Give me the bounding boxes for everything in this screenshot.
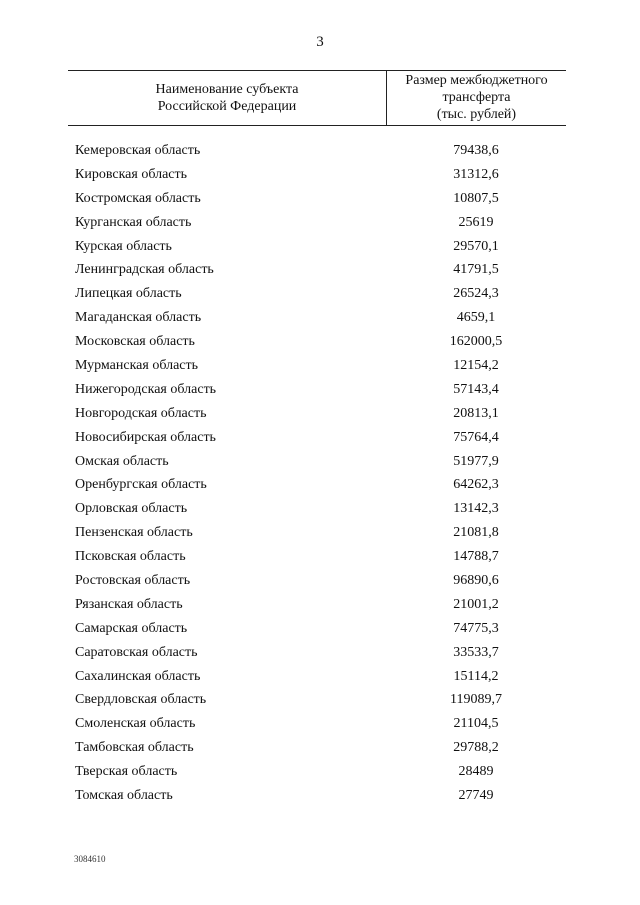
region-name-cell: Новосибирская область xyxy=(75,429,216,445)
table-row xyxy=(0,426,640,450)
region-name-cell: Свердловская область xyxy=(75,692,207,708)
table-row xyxy=(0,139,640,163)
page-number: 3 xyxy=(316,34,324,50)
region-name-cell: Ленинградская область xyxy=(75,262,214,278)
transfer-amount-cell: 26524,3 xyxy=(453,286,499,302)
transfer-amount-cell: 4659,1 xyxy=(456,310,496,326)
table-row xyxy=(0,712,640,736)
transfer-amount-cell: 29570,1 xyxy=(453,238,499,254)
column-header-region-name-line: Наименование субъекта xyxy=(155,82,299,97)
table-row xyxy=(0,784,640,808)
transfer-amount-cell: 51977,9 xyxy=(453,453,499,469)
region-name-cell: Псковская область xyxy=(75,549,186,565)
transfer-amount-cell: 14788,7 xyxy=(453,549,499,565)
region-name-cell: Кемеровская область xyxy=(75,143,201,158)
region-name-cell: Пензенская область xyxy=(75,525,193,541)
table-header xyxy=(68,70,566,126)
region-name-cell: Курганская область xyxy=(75,214,192,230)
table-row xyxy=(0,617,640,641)
transfer-amount-cell: 10807,5 xyxy=(453,190,499,206)
table-row xyxy=(0,641,640,665)
transfer-amount-cell: 20813,1 xyxy=(453,405,499,421)
transfer-amount-cell: 13142,3 xyxy=(453,501,499,517)
region-name-cell: Магаданская область xyxy=(75,310,202,326)
region-name-cell: Курская область xyxy=(75,238,172,254)
table-row xyxy=(0,354,640,378)
transfer-amount-cell: 28489 xyxy=(458,764,494,780)
transfer-amount-cell: 41791,5 xyxy=(453,262,499,278)
region-name-cell: Московская область xyxy=(75,334,195,350)
transfer-amount-cell: 119089,7 xyxy=(450,692,502,708)
column-header-region-name-line: Российской Федерации xyxy=(157,99,297,114)
table-row xyxy=(0,521,640,545)
table-row xyxy=(0,258,640,282)
table-row xyxy=(0,665,640,689)
region-name-cell: Томская область xyxy=(75,788,173,804)
region-name-cell: Тверская область xyxy=(75,764,178,780)
column-header-transfer-amount xyxy=(387,72,566,123)
table-row xyxy=(0,473,640,497)
column-header-transfer-amount-line: трансферта xyxy=(442,90,511,105)
region-name-cell: Омская область xyxy=(75,453,169,469)
region-name-cell: Смоленская область xyxy=(75,716,196,732)
table-row xyxy=(0,378,640,402)
transfer-amount-cell: 75764,4 xyxy=(453,429,499,445)
transfer-amount-cell: 21104,5 xyxy=(453,716,499,732)
region-name-cell: Новгородская область xyxy=(75,405,207,421)
transfer-amount-cell: 29788,2 xyxy=(453,740,499,756)
region-name-cell: Липецкая область xyxy=(75,286,182,302)
table-body xyxy=(0,139,640,808)
table-row xyxy=(0,688,640,712)
region-name-cell: Орловская область xyxy=(75,501,188,517)
column-header-transfer-amount-line: Размер межбюджетного xyxy=(405,73,548,88)
table-row xyxy=(0,450,640,474)
transfer-amount-cell: 21001,2 xyxy=(453,596,499,612)
table-row xyxy=(0,330,640,354)
transfer-amount-cell: 12154,2 xyxy=(453,358,499,374)
table-row xyxy=(0,593,640,617)
transfer-amount-cell: 96890,6 xyxy=(453,573,499,589)
table-row xyxy=(0,736,640,760)
transfer-amount-cell: 162000,5 xyxy=(449,334,503,350)
region-name-cell: Рязанская область xyxy=(75,596,183,612)
table-row xyxy=(0,545,640,569)
region-name-cell: Нижегородская область xyxy=(75,381,217,397)
table-row xyxy=(0,760,640,784)
transfer-amount-cell: 33533,7 xyxy=(453,644,499,660)
transfer-amount-cell: 79438,6 xyxy=(453,143,499,158)
column-header-region-name xyxy=(68,81,386,115)
table-row xyxy=(0,402,640,426)
transfer-amount-cell: 74775,3 xyxy=(453,620,499,636)
table-row xyxy=(0,497,640,521)
region-name-cell: Сахалинская область xyxy=(75,668,201,684)
transfer-amount-cell: 25619 xyxy=(458,214,494,230)
region-name-cell: Ростовская область xyxy=(75,573,191,589)
region-name-cell: Самарская область xyxy=(75,620,188,636)
table-row xyxy=(0,211,640,235)
transfer-amount-cell: 27749 xyxy=(458,788,494,804)
transfer-amount-cell: 64262,3 xyxy=(453,477,499,493)
region-name-cell: Костромская область xyxy=(75,190,201,206)
table-row xyxy=(0,163,640,187)
transfer-amount-cell: 57143,4 xyxy=(453,381,499,397)
region-name-cell: Саратовская область xyxy=(75,644,198,660)
document-code: 3084610 xyxy=(74,854,106,864)
table-row xyxy=(0,569,640,593)
table-row xyxy=(0,235,640,259)
table-row xyxy=(0,187,640,211)
transfer-amount-cell: 21081,8 xyxy=(453,525,499,541)
region-name-cell: Тамбовская область xyxy=(75,740,194,756)
table-row xyxy=(0,282,640,306)
region-name-cell: Мурманская область xyxy=(75,358,199,374)
region-name-cell: Кировская область xyxy=(75,166,188,182)
table-row xyxy=(0,306,640,330)
region-name-cell: Оренбургская область xyxy=(75,477,207,493)
transfer-amount-cell: 15114,2 xyxy=(453,668,499,684)
transfer-amount-cell: 31312,6 xyxy=(453,166,499,182)
column-header-transfer-amount-line: (тыс. рублей) xyxy=(436,107,517,122)
